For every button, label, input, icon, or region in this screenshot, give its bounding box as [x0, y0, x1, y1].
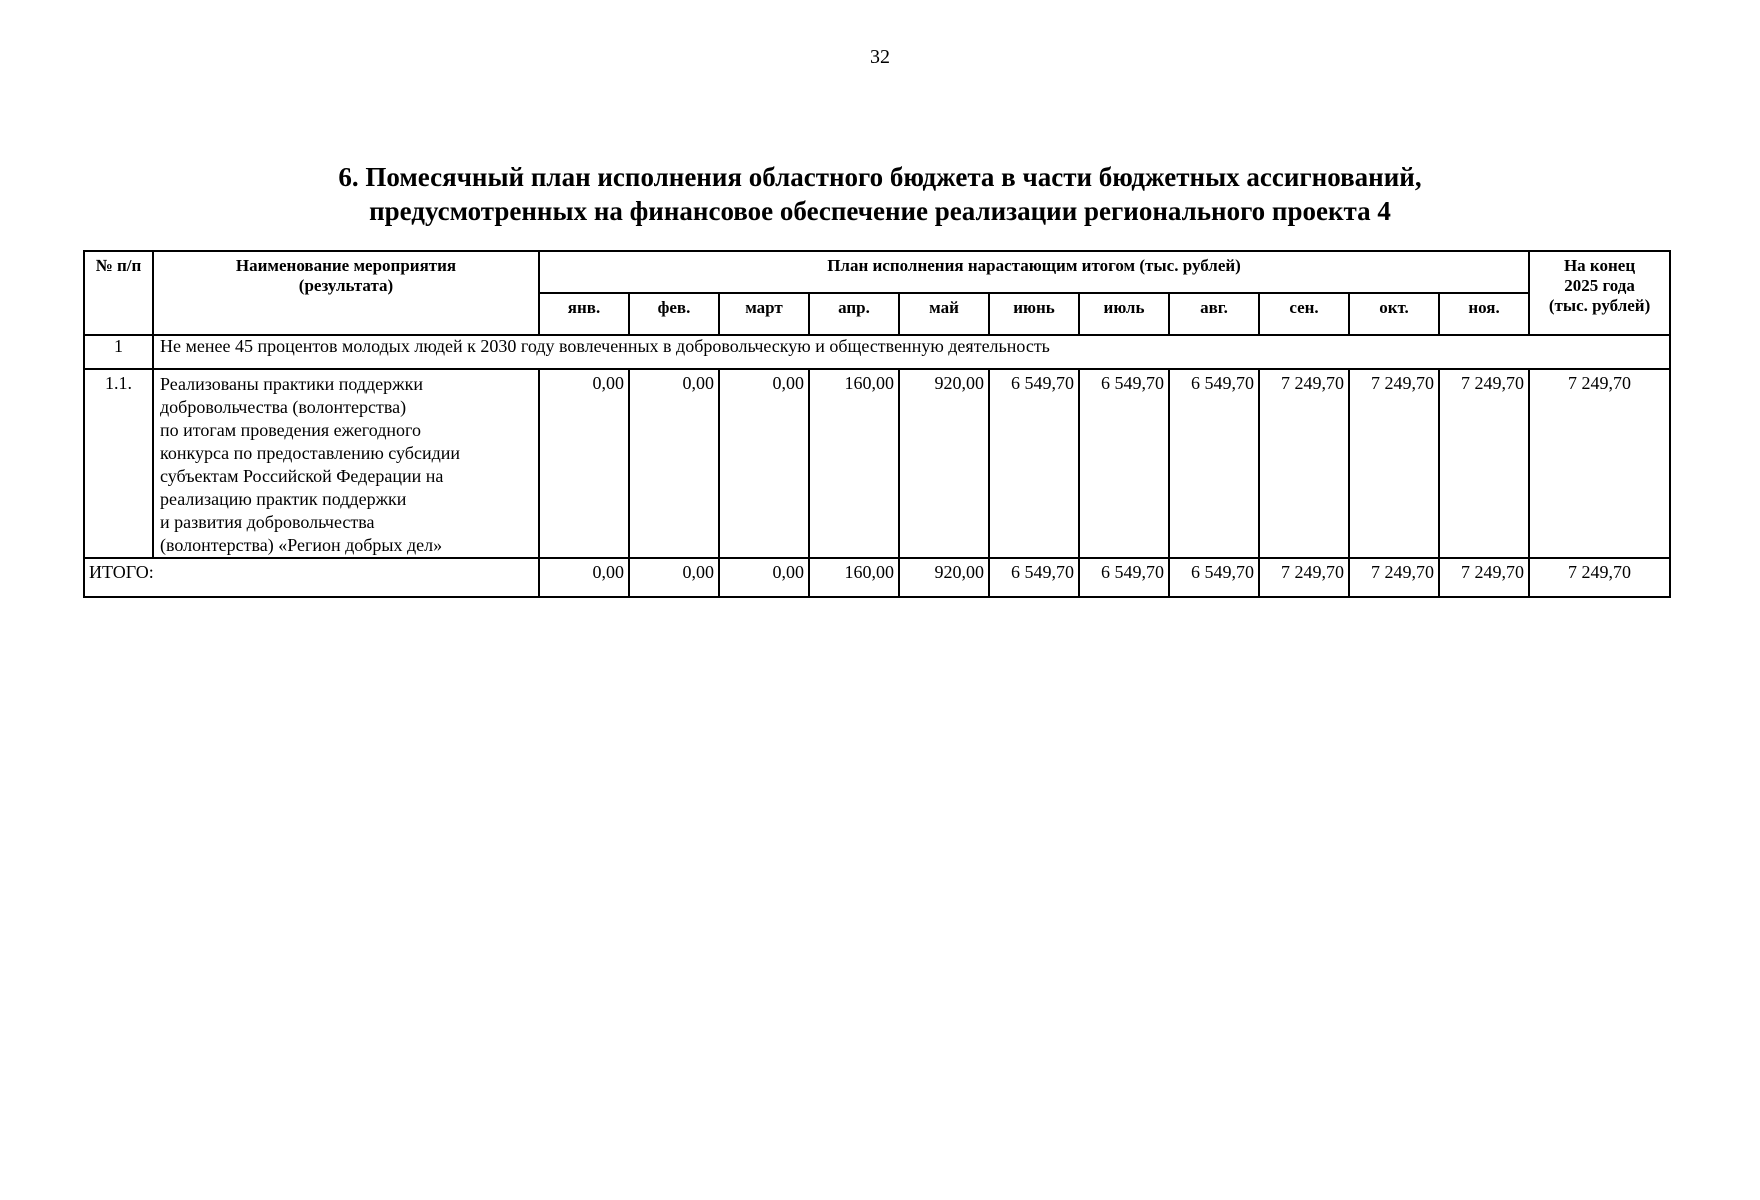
total-label: ИТОГО:	[84, 558, 539, 597]
section-num: 1	[84, 335, 153, 369]
item-name-line: конкурса по предоставлению субсидии	[160, 443, 461, 463]
item-value: 6 549,70	[989, 369, 1079, 558]
header-end-line-3: (тыс. рублей)	[1548, 296, 1651, 315]
header-num: № п/п	[84, 251, 153, 335]
item-value: 6 549,70	[1169, 369, 1259, 558]
item-value: 6 549,70	[1079, 369, 1169, 558]
header-month: ноя.	[1439, 293, 1529, 335]
budget-plan-table	[83, 250, 1671, 598]
header-row-1	[84, 251, 1670, 293]
item-value: 0,00	[629, 369, 719, 558]
header-month: окт.	[1349, 293, 1439, 335]
header-month: июль	[1079, 293, 1169, 335]
total-value: 7 249,70	[1259, 558, 1349, 597]
header-month: фев.	[629, 293, 719, 335]
section-title: Не менее 45 процентов молодых людей к 2030 году вовлеченных в добровольческую и общественную деятельность	[153, 335, 1670, 369]
page-title	[0, 160, 1760, 228]
header-month: сен.	[1259, 293, 1349, 335]
item-value: 920,00	[899, 369, 989, 558]
header-end-of-year	[1529, 251, 1670, 335]
item-value: 0,00	[539, 369, 629, 558]
table-row	[84, 369, 1670, 558]
total-value: 6 549,70	[1169, 558, 1259, 597]
total-end-value: 7 249,70	[1529, 558, 1670, 597]
header-plan-group: План исполнения нарастающим итогом (тыс. рублей)	[539, 251, 1529, 293]
total-value: 7 249,70	[1349, 558, 1439, 597]
header-name-line-1: Наименование мероприятия	[235, 256, 457, 275]
header-end-line-2: 2025 года	[1564, 276, 1635, 295]
total-value: 7 249,70	[1439, 558, 1529, 597]
header-name	[153, 251, 539, 335]
title-line-2: предусмотренных на финансовое обеспечение реализации регионального проекта 4	[369, 196, 1391, 226]
item-name-line: по итогам проведения ежегодного	[160, 420, 421, 440]
item-value: 0,00	[719, 369, 809, 558]
header-month: авг.	[1169, 293, 1259, 335]
total-value: 0,00	[629, 558, 719, 597]
title-line-1: 6. Помесячный план исполнения областного бюджета в части бюджетных ассигнований,	[338, 162, 1422, 192]
item-name-line: добровольчества (волонтерства)	[160, 397, 407, 417]
total-value: 0,00	[719, 558, 809, 597]
item-value: 160,00	[809, 369, 899, 558]
item-name-line: (волонтерства) «Регион добрых дел»	[160, 535, 443, 555]
total-value: 6 549,70	[1079, 558, 1169, 597]
total-value: 0,00	[539, 558, 629, 597]
header-month: май	[899, 293, 989, 335]
item-value: 7 249,70	[1349, 369, 1439, 558]
item-name	[153, 369, 539, 558]
item-name-line: Реализованы практики поддержки	[160, 374, 423, 394]
header-month: янв.	[539, 293, 629, 335]
total-value: 6 549,70	[989, 558, 1079, 597]
item-name-line: субъектам Российской Федерации на	[160, 466, 444, 486]
section-row	[84, 335, 1670, 369]
header-end-line-1: На конец	[1563, 256, 1636, 275]
header-name-line-2: (результата)	[298, 276, 394, 295]
item-value: 7 249,70	[1259, 369, 1349, 558]
page-number: 32	[870, 46, 890, 68]
header-month: июнь	[989, 293, 1079, 335]
total-value: 920,00	[899, 558, 989, 597]
total-value: 160,00	[809, 558, 899, 597]
item-name-line: и развития добровольчества	[160, 512, 375, 532]
header-month: март	[719, 293, 809, 335]
item-end-value: 7 249,70	[1529, 369, 1670, 558]
header-month: апр.	[809, 293, 899, 335]
item-name-line: реализацию практик поддержки	[160, 489, 407, 509]
item-value: 7 249,70	[1439, 369, 1529, 558]
item-num: 1.1.	[84, 369, 153, 558]
total-row	[84, 558, 1670, 597]
